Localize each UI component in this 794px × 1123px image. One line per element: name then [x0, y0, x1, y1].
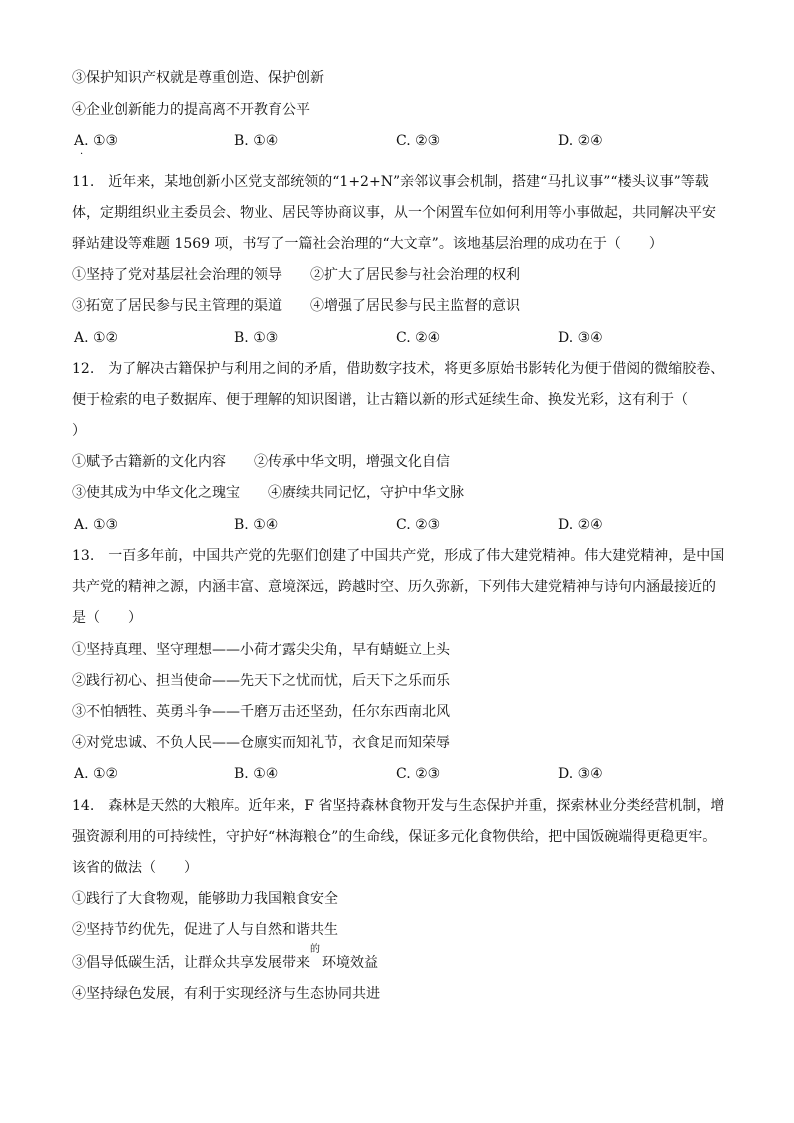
prev-options — [72, 131, 734, 151]
q12-stem-line-2: 便于检索的电子数据库、便于理解的知识图谱，让古籍以新的形式延续生命、换发光彩，这有利于（ — [72, 392, 688, 408]
q13-item-1: ①坚持真理、坚守理想——小荷才露尖尖角，早有蜻蜓立上头 — [72, 642, 450, 658]
prev-item-3: ③保护知识产权就是尊重创造、保护创新 — [72, 70, 324, 86]
q14-item-2: ②坚持节约优先，促进了人与自然和谐共生 — [72, 922, 338, 938]
q13-item-2: ②践行初心、担当使命——先天下之忧而忧，后天下之乐而乐 — [72, 673, 450, 689]
option-a: A. ①③ — [74, 517, 119, 533]
option-a: A. ①② — [74, 766, 119, 782]
option-d: D. ③④ — [558, 330, 603, 346]
q14-item-4: ④坚持绿色发展，有利于实现经济与生态协同共进 — [72, 986, 380, 1002]
q14-stem-line-1: 14. 森林是天然的大粮库。近年来，F 省坚持森林食物开发与生态保护并重，探索林业分类经营机制，增 — [72, 798, 725, 814]
prev-item-4: ④企业创新能力的提高离不开教育公平 — [72, 102, 310, 118]
q12-stem-line-1: 12. 为了解决古籍保护与利用之间的矛盾，借助数字技术，将更多原始书影转化为便于借阅的微缩胶卷、 — [72, 361, 725, 377]
option-b: B. ①④ — [234, 766, 279, 782]
option-b: B. ①③ — [234, 330, 279, 346]
q13-stem-line-1: 13. 一百多年前，中国共产党的先驱们创建了中国共产党，形成了伟大建党精神。伟大建党精神，是中国 — [72, 548, 725, 564]
q14-item-1: ①践行了大食物观，能够助力我国粮食安全 — [72, 891, 338, 907]
q13-item-3: ③不怕牺牲、英勇斗争——千磨万击还坚劲，任尔东西南北风 — [72, 704, 450, 720]
q13-options — [72, 764, 734, 784]
q14-item-3-superscript: 的 — [310, 944, 320, 955]
q14-stem-line-2: 强资源利用的可持续性，守护好“林海粮仓”的生命线，保证多元化食物供给，把中国饭碗端得更稳更牢。 — [72, 829, 717, 845]
q12-options — [72, 515, 734, 535]
option-a: A. ①② — [74, 330, 119, 346]
option-c: C. ②④ — [396, 330, 441, 346]
q14-item-3-tail-wrap — [310, 944, 378, 973]
q11-items-2: ③拓宽了居民参与民主管理的渠道 ④增强了居民参与民主监督的意识 — [72, 298, 520, 314]
option-c: C. ②③ — [396, 133, 441, 149]
q13-stem-line-2: 共产党的精神之源，内涵丰富、意境深远，跨越时空、历久弥新，下列伟大建党精神与诗句内涵最接近的 — [72, 579, 716, 595]
q12-stem-line-3: ） — [72, 423, 86, 439]
q14-item-3-text: ③倡导低碳生活，让群众共享发展带来 — [72, 955, 310, 971]
q13-stem-line-3: 是（ ） — [72, 610, 142, 626]
q11-stem-line-1: 11. 近年来，某地创新小区党支部统领的“1+2+N”亲邻议事会机制，搭建“马扎议事”“楼头议事”等载 — [72, 174, 709, 190]
option-d: D. ②④ — [558, 517, 603, 533]
q11-options — [72, 328, 734, 348]
q14-item-3-tail: 环境效益 — [322, 955, 378, 971]
option-d: D. ②④ — [558, 133, 603, 149]
q13-item-4: ④对党忠诚、不负人民——仓廪实而知礼节，衣食足而知荣辱 — [72, 735, 450, 751]
option-a: A. ①③ — [74, 133, 119, 149]
q11-items-1: ①坚持了党对基层社会治理的领导 ②扩大了居民参与社会治理的权利 — [72, 267, 520, 283]
option-c: C. ②③ — [396, 766, 441, 782]
q12-items-1: ①赋予古籍新的文化内容 ②传承中华文明，增强文化自信 — [72, 454, 450, 470]
q12-items-2: ③使其成为中华文化之瑰宝 ④赓续共同记忆，守护中华文脉 — [72, 485, 464, 501]
q11-stem-line-3: 驿站建设等难题 1569 项，书写了一篇社会治理的“大文章”。该地基层治理的成功在于（ ） — [72, 236, 663, 252]
q11-stem-line-2: 体，定期组织业主委员会、物业、居民等协商议事，从一个闲置车位如何利用等小事做起，共同解决平安 — [72, 205, 716, 221]
stray-dot: · — [80, 149, 84, 160]
q14-stem-line-3: 该省的做法（ ） — [72, 860, 198, 876]
option-b: B. ①④ — [234, 133, 279, 149]
option-b: B. ①④ — [234, 517, 279, 533]
option-d: D. ③④ — [558, 766, 603, 782]
q14-item-3 — [72, 944, 378, 973]
option-c: C. ②③ — [396, 517, 441, 533]
